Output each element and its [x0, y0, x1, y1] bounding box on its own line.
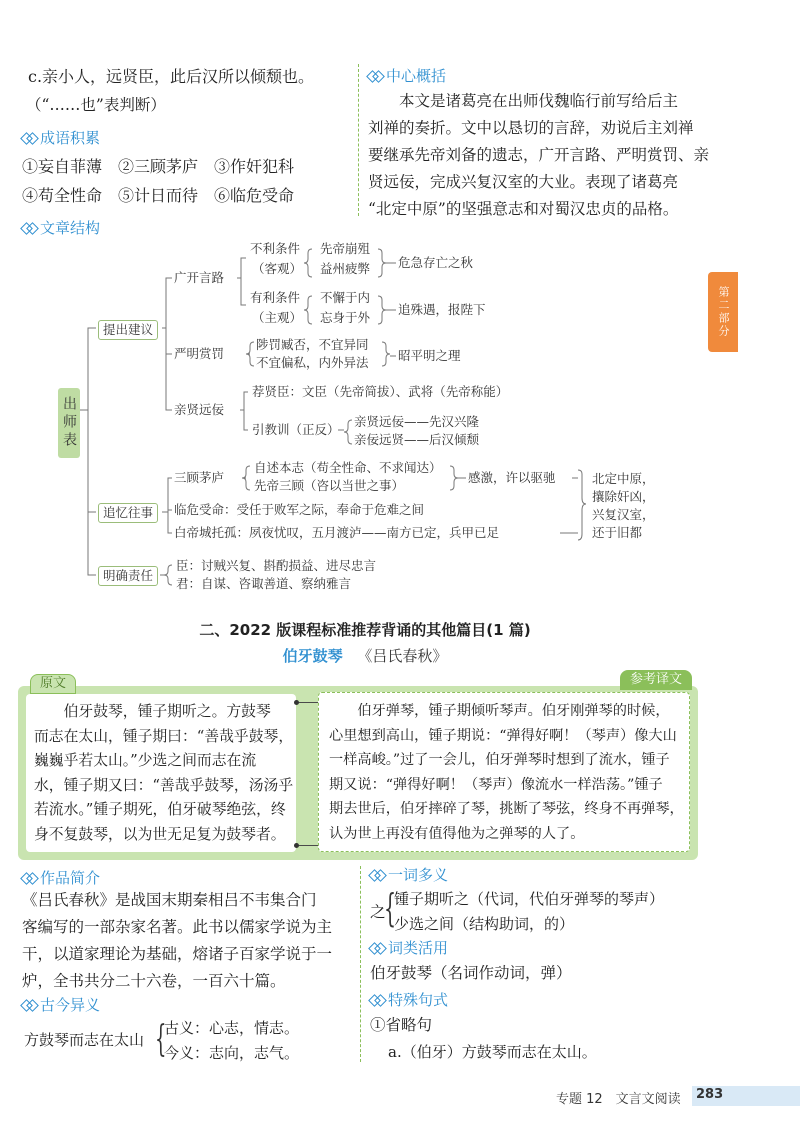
intro-heading — [22, 867, 100, 888]
word-class-heading-text: 词类活用 — [388, 939, 449, 957]
node-visit-res: 感激，许以驱驰 — [468, 470, 556, 485]
polysemy-a: 锺子期听之（代词，代伯牙弹琴的琴声） — [394, 890, 665, 908]
summary-line: 刘禅的奏折。文中以恳切的言辞，劝说后主刘禅 — [368, 119, 694, 137]
translation-line: 一样高峻。”过了一会儿，伯牙弹琴时想到了流水，锺子 — [329, 752, 670, 768]
translation-line: 期去世后，伯牙摔碎了琴，挑断了琴弦，终身不再弹琴， — [329, 801, 684, 817]
original-line: 水，锺子期又曰：“善哉乎鼓琴，汤汤乎 — [34, 776, 294, 794]
am-old: 古义：心志，情志。 — [164, 1019, 300, 1037]
polysemy-heading-text: 一词多义 — [388, 866, 449, 884]
final-line: 兴复汉室， — [592, 507, 655, 522]
node-visit-b: 先帝三顾（咨以当世之事） — [254, 478, 405, 493]
word-class-text: 伯牙鼓琴（名词作动词，弹） — [370, 964, 572, 982]
intro-line: 炉，全书共分二十六卷，一百六十篇。 — [22, 972, 286, 990]
am-new: 今义：志向，志气。 — [164, 1044, 300, 1062]
node-visit: 三顾茅庐 — [174, 470, 225, 485]
node-recall: 追忆往事 — [98, 503, 158, 523]
top-line-c-note: （“……也”表判断） — [26, 96, 166, 114]
node-fav-r1: 不懈于内 — [320, 290, 371, 305]
node-virtue-b1: 亲贤远佞——先汉兴隆 — [354, 414, 480, 429]
idioms-heading-text: 成语积累 — [40, 129, 101, 147]
translation-tag: 参考译文 — [620, 670, 692, 690]
link-dot — [294, 700, 299, 705]
ancient-modern-heading-text: 古今异义 — [40, 996, 101, 1014]
final-line: 北定中原， — [592, 471, 655, 486]
word-class-heading — [370, 937, 448, 958]
diamond-icon — [22, 1000, 36, 1010]
special-heading — [370, 989, 448, 1010]
original-line: 伯牙鼓琴，锺子期听之。方鼓琴 — [34, 703, 271, 720]
original-line: 若流水。”锺子期死，伯牙破琴绝弦，终 — [34, 801, 286, 818]
top-line-c: c.亲小人，远贤臣，此后汉所以倾颓也。 — [28, 67, 315, 86]
intro-body — [22, 887, 356, 995]
translation-line: 认为世上再没有值得他为之弹琴的人了。 — [329, 825, 585, 842]
link-dot — [294, 843, 299, 848]
special-item: ①省略句 — [370, 1016, 433, 1034]
ancient-modern-heading — [22, 994, 100, 1015]
original-line: 身不复鼓琴，以为世无足复为鼓琴者。 — [34, 825, 286, 843]
node-propose: 提出建议 — [98, 320, 158, 340]
node-fav-r2: 忘身于外 — [320, 310, 371, 325]
diamond-icon — [22, 873, 36, 883]
node-reward-r1: 陟罚臧否，不宜异同 — [256, 337, 369, 352]
node-reward-r2: 不宜偏私，内外异法 — [256, 355, 369, 370]
summary-heading-text: 中心概括 — [386, 67, 447, 85]
section2-work-line — [0, 645, 730, 666]
intro-heading-text: 作品简介 — [40, 869, 101, 887]
translation-line: 期又说：“弹得好啊！（琴声）像流水一样浩荡。”锺子 — [329, 776, 663, 793]
column-divider-bottom — [360, 866, 361, 1062]
node-duty-b: 君：自谋、咨诹善道、察纳雅言 — [176, 576, 352, 591]
node-unfav-r2: 益州疲弊 — [320, 261, 371, 276]
special-sub: a.（伯牙）方鼓琴而志在太山。 — [388, 1043, 597, 1061]
translation-line: 心里想到高山，锺子期说：“弹得好啊！（琴声）像大山 — [329, 727, 677, 744]
structure-root: 出师表 — [58, 388, 80, 458]
node-unfav-r1: 先帝崩殂 — [320, 241, 371, 256]
node-final — [592, 470, 655, 542]
node-open: 广开言路 — [174, 270, 225, 285]
section2-title: 二、2022 版课程标准推荐背诵的其他篇目(1 篇) — [199, 621, 531, 639]
translation-line: 伯牙弹琴，锺子期倾听琴声。伯牙刚弹琴的时候， — [329, 703, 670, 719]
node-fav-res: 追殊遇，报陛下 — [398, 302, 486, 317]
summary-line: 要继承先帝刘备的遗志，广开言路、严明赏罚、亲 — [368, 146, 710, 164]
final-line: 还于旧都 — [592, 525, 643, 540]
node-duty-a: 臣：讨贼兴复、斟酌损益、进尽忠言 — [176, 558, 377, 573]
link-line — [296, 702, 318, 703]
node-visit-a: 自述本志（苟全性命、不求闻达） — [254, 460, 442, 475]
summary-line: 贤远佞，完成兴复汉室的大业。表现了诸葛亮 — [368, 173, 679, 191]
node-fav2: （主观） — [252, 310, 303, 325]
original-line: 而志在太山，锺子期曰：“善哉乎鼓琴， — [34, 727, 294, 745]
intro-line: 干，以道家理论为基础，熔诸子百家学说于一 — [22, 945, 333, 963]
node-reward-res: 昭平明之理 — [398, 348, 461, 363]
node-virtue-b2: 亲佞远贤——后汉倾颓 — [354, 432, 480, 447]
node-duty: 明确责任 — [98, 566, 158, 586]
polysemy-heading — [370, 864, 448, 885]
polysemy-b: 少选之间（结构助词，的） — [394, 915, 575, 933]
node-virtue-a: 荐贤臣：文臣（先帝简拔）、武将（先帝称能） — [252, 384, 509, 399]
node-unfav-res: 危急存亡之秋 — [398, 255, 474, 270]
page-number: 283 — [696, 1087, 724, 1102]
diamond-icon — [370, 943, 384, 953]
polysemy-word: 之 — [370, 903, 386, 921]
am-phrase: 方鼓琴而志在太山 — [24, 1031, 145, 1049]
summary-line: “北定中原”的坚强意志和对蜀汉忠贞的品格。 — [368, 200, 679, 218]
translation-box — [318, 692, 690, 852]
footer-topic: 专题 12 文言文阅读 — [556, 1092, 681, 1107]
am-brace: { — [155, 1019, 167, 1060]
diamond-icon — [370, 870, 384, 880]
intro-line: 《吕氏春秋》是战国末期秦相吕不韦集合门 — [22, 891, 317, 909]
side-tab: 第二部分 — [708, 272, 738, 352]
special-heading-text: 特殊句式 — [388, 991, 449, 1009]
idioms-row2: ④苟全性命 ⑤计日而待 ⑥临危受命 — [22, 186, 295, 205]
idioms-row1: ①妄自菲薄 ②三顾茅庐 ③作奸犯科 — [22, 157, 295, 176]
summary-line: 本文是诸葛亮在出师伐魏临行前写给后主 — [368, 92, 679, 110]
original-tag: 原文 — [30, 674, 76, 694]
node-crisis: 临危受命：受任于败军之际，奉命于危难之间 — [174, 502, 425, 517]
intro-line: 客编写的一部杂家名著。此书以儒家学说为主 — [22, 918, 333, 936]
node-fav1: 有利条件 — [250, 290, 301, 305]
node-entrust: 白帝城托孤：夙夜忧叹，五月渡泸——南方已定，兵甲已足 — [174, 525, 500, 540]
original-line: 巍巍乎若太山。”少选之间而志在流 — [34, 752, 257, 769]
work-title: 伯牙鼓琴 — [282, 647, 343, 665]
structure-heading-text: 文章结构 — [40, 219, 101, 237]
diamond-icon — [370, 995, 384, 1005]
node-unfav2: （客观） — [252, 261, 303, 276]
final-line: 攘除奸凶， — [592, 489, 655, 504]
polysemy-brace: { — [384, 886, 397, 930]
node-unfav1: 不利条件 — [250, 241, 301, 256]
original-box — [26, 694, 296, 852]
node-virtue-b: 引教训（正反） — [252, 422, 340, 437]
node-reward: 严明赏罚 — [174, 346, 225, 361]
node-virtue: 亲贤远佞 — [174, 402, 225, 417]
link-line — [296, 845, 318, 846]
work-source: 《吕氏春秋》 — [357, 647, 448, 665]
